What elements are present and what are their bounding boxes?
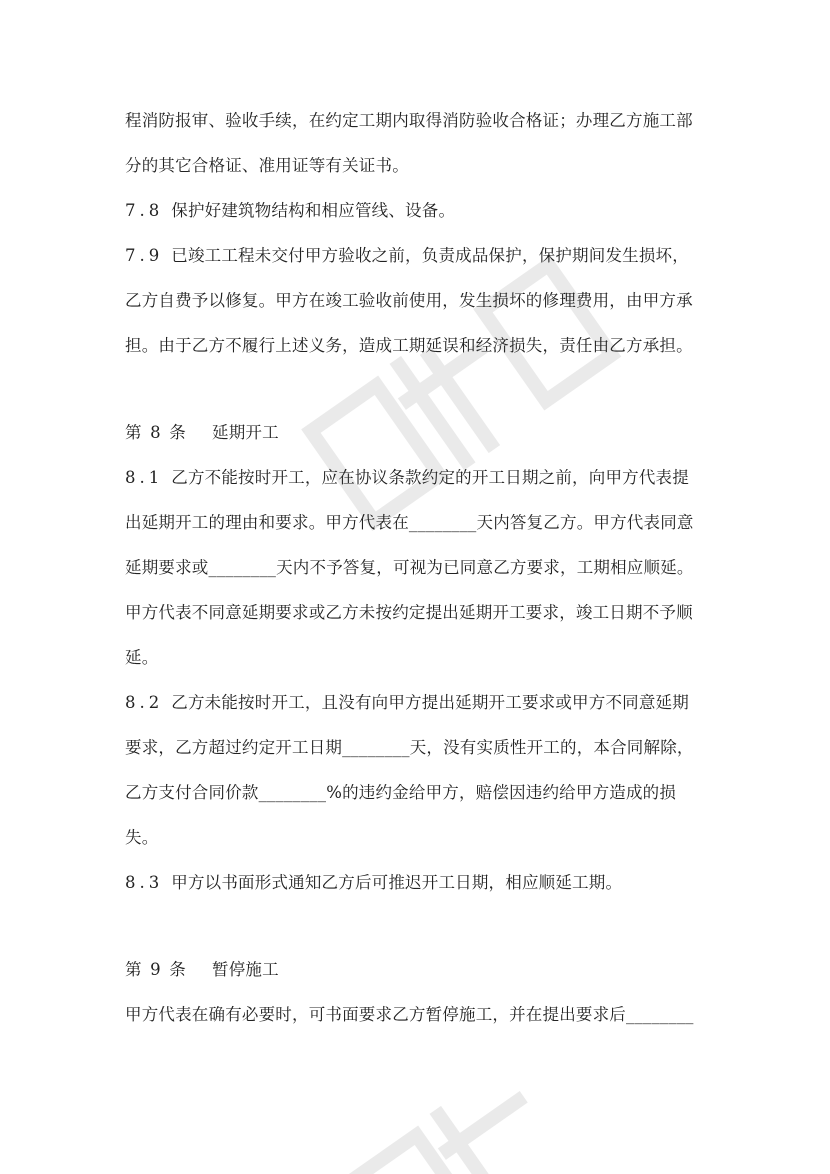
article-number: 第 8 条 xyxy=(125,423,186,442)
clause-text: 保护好建筑物结构和相应管线、设备。 xyxy=(171,201,456,220)
section-gap xyxy=(125,905,715,947)
clause-number: 8.1 xyxy=(125,468,164,487)
text-line: 甲方代表不同意延期要求或乙方未按约定提出延期开工要求，竣工日期不予顺 xyxy=(125,603,693,622)
article-9-heading xyxy=(125,947,715,992)
article-title: 暂停施工 xyxy=(212,960,279,979)
text-line: 乙方支付合同价款________%的违约金给甲方，赔偿因违约给甲方造成的损 xyxy=(125,783,677,802)
text-line: 失。 xyxy=(125,828,159,847)
clause-number: 8.3 xyxy=(125,873,164,892)
text-line: 延期要求或________天内不予答复，可视为已同意乙方要求，工期相应顺延。 xyxy=(125,558,694,577)
clause-text: 乙方未能按时开工，且没有向甲方提出延期开工要求或甲方不同意延期 xyxy=(171,693,689,712)
article-number: 第 9 条 xyxy=(125,960,186,979)
text-line: 程消防报审、验收手续，在约定工期内取得消防验收合格证；办理乙方施工部 xyxy=(125,111,693,130)
clause-text: 甲方以书面形式通知乙方后可推迟开工日期，相应顺延工期。 xyxy=(171,873,623,892)
clause-number: 8.2 xyxy=(125,693,164,712)
clause-8-3 xyxy=(125,860,715,905)
text-line: 乙方自费予以修复。甲方在竣工验收前使用，发生损坏的修理费用，由甲方承 xyxy=(125,291,693,310)
text-line: 担。由于乙方不履行上述义务，造成工期延误和经济损失，责任由乙方承担。 xyxy=(125,336,693,355)
text-line: 延。 xyxy=(125,648,159,667)
clause-8-1 xyxy=(125,455,715,500)
document-body xyxy=(125,98,715,1037)
section-gap xyxy=(125,368,715,410)
clause-text: 乙方不能按时开工，应在协议条款约定的开工日期之前，向甲方代表提 xyxy=(171,468,689,487)
text-line: 甲方代表在确有必要时，可书面要求乙方暂停施工，并在提出要求后________ xyxy=(125,1005,694,1024)
clause-number: 7.9 xyxy=(125,246,164,265)
clause-text: 已竣工工程未交付甲方验收之前，负责成品保护，保护期间发生损坏， xyxy=(171,246,689,265)
text-line: 分的其它合格证、准用证等有关证书。 xyxy=(125,156,409,175)
article-title: 延期开工 xyxy=(212,423,279,442)
clause-number: 7.8 xyxy=(125,201,164,220)
clause-7-8 xyxy=(125,188,715,233)
article-8-heading xyxy=(125,410,715,455)
clause-8-2 xyxy=(125,680,715,725)
text-line: 要求，乙方超过约定开工日期________天，没有实质性开工的，本合同解除， xyxy=(125,738,694,757)
clause-7-9 xyxy=(125,233,715,278)
text-line: 出延期开工的理由和要求。甲方代表在________天内答复乙方。甲方代表同意 xyxy=(125,513,694,532)
